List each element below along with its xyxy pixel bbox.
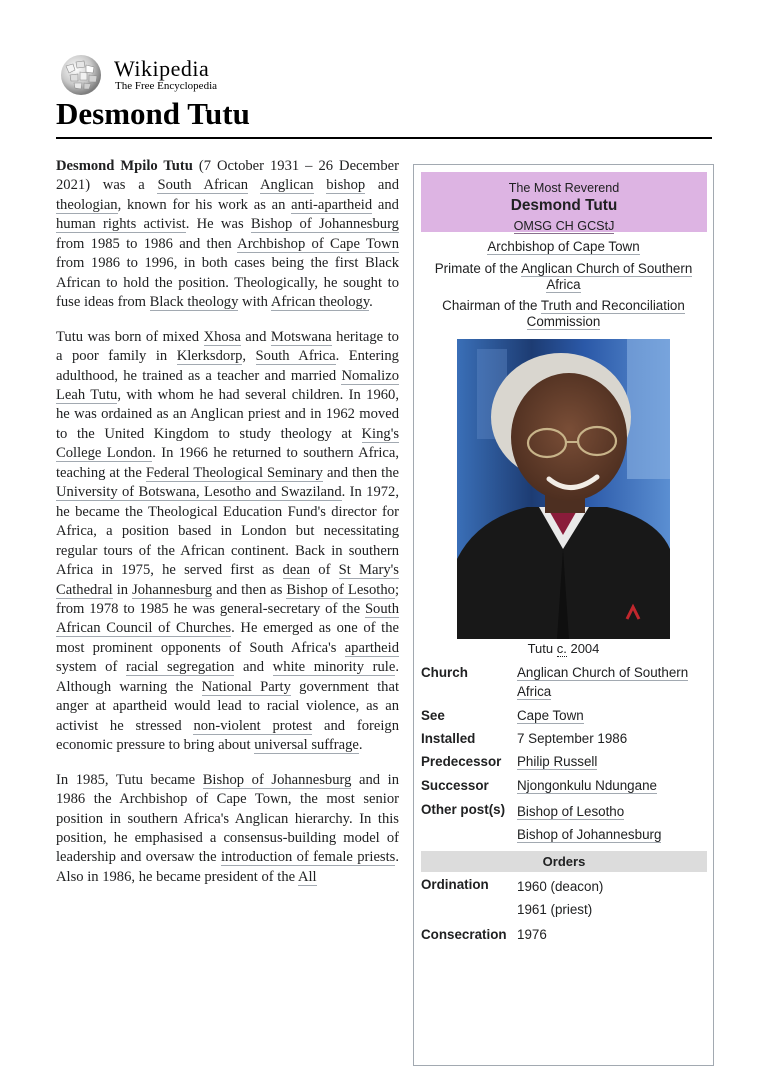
text: and bbox=[240, 328, 271, 345]
paragraph-1 bbox=[56, 157, 399, 313]
row-value-ordination bbox=[517, 878, 707, 919]
link-office-archbishop[interactable]: Archbishop of Cape Town bbox=[487, 239, 640, 254]
row-label-see: See bbox=[421, 708, 445, 723]
link-university-botswana[interactable]: University of Botswana, Lesotho and Swaziland bbox=[56, 484, 342, 501]
row-value-see bbox=[517, 707, 707, 726]
text: and bbox=[234, 659, 273, 676]
text: and then as bbox=[212, 581, 287, 598]
text: of bbox=[310, 562, 339, 579]
link-archbishop-of-cape-town[interactable]: Archbishop of Cape Town bbox=[237, 235, 399, 252]
portrait-image[interactable] bbox=[457, 339, 670, 639]
link-theologian[interactable]: theologian bbox=[56, 196, 118, 213]
text: Tutu bbox=[527, 641, 557, 656]
office-1 bbox=[414, 239, 713, 255]
link-see[interactable]: Cape Town bbox=[517, 708, 584, 723]
text: , known for his work as an bbox=[117, 196, 292, 213]
text: heritage to a poor family in bbox=[56, 328, 399, 365]
link-bishop-of-lesotho[interactable]: Bishop of Lesotho bbox=[286, 581, 395, 598]
link-human-rights-activist[interactable]: human rights activist bbox=[56, 216, 186, 233]
link-universal-suffrage[interactable]: universal suffrage bbox=[254, 737, 359, 754]
link-bishop-of-johannesburg[interactable]: Bishop of Johannesburg bbox=[250, 216, 399, 233]
link-motswana[interactable]: Motswana bbox=[270, 328, 332, 345]
text: , with whom he had several children. In 1960, he was ordained as an Anglican priest and in 1962 moved to the United Kingdom to study theology at bbox=[56, 386, 399, 442]
text: . bbox=[358, 737, 363, 754]
link-south-africa[interactable]: South Africa bbox=[255, 348, 336, 365]
row-value-predecessor bbox=[517, 753, 707, 772]
infobox-name: Desmond Tutu bbox=[510, 197, 618, 214]
text bbox=[248, 177, 260, 193]
office-2 bbox=[414, 261, 713, 293]
link-kings-college-london[interactable]: King's College London bbox=[56, 425, 399, 462]
text: Chairman of the bbox=[442, 298, 541, 313]
section-orders: Orders bbox=[421, 851, 707, 872]
link-bishop-of-johannesburg-2[interactable]: Bishop of Johannesburg bbox=[202, 771, 352, 788]
link-racial-segregation[interactable]: racial segregation bbox=[125, 659, 235, 676]
link-black-theology[interactable]: Black theology bbox=[149, 294, 239, 311]
row-label-other-posts: Other post(s) bbox=[421, 802, 506, 817]
row-label-installed: Installed bbox=[421, 731, 476, 746]
text: in bbox=[112, 581, 133, 598]
row-label-consecration: Consecration bbox=[421, 927, 507, 942]
text: and in 1986 the Archbishop of Cape Town, the most senior position in southern Africa's Anglican hierarchy. In this position, he emphasised a consensus-building model of leadership and oversaw the bbox=[56, 771, 399, 866]
link-non-violent-protest[interactable]: non-violent protest bbox=[193, 717, 313, 734]
paragraph-2 bbox=[56, 328, 399, 756]
link-predecessor[interactable]: Philip Russell bbox=[517, 754, 598, 769]
link-other-post-johannesburg[interactable]: Bishop of Johannesburg bbox=[517, 826, 662, 842]
ordination-priest: 1961 (priest) bbox=[517, 901, 593, 917]
wordmark: Wikipedia bbox=[114, 56, 210, 81]
text: . Entering adulthood, he trained as a teacher and married bbox=[56, 348, 399, 384]
ordination-deacon: 1960 (deacon) bbox=[517, 879, 604, 894]
row-label-successor: Successor bbox=[421, 778, 489, 793]
text: from 1985 to 1986 and then bbox=[56, 235, 238, 252]
postnominals-link[interactable]: OMSG CH GCStJ bbox=[513, 219, 615, 233]
circa-abbr[interactable]: c. bbox=[556, 641, 567, 656]
text: with bbox=[238, 294, 271, 311]
link-all-africa[interactable]: All bbox=[297, 868, 317, 885]
link-church[interactable]: Anglican Church of Southern Africa bbox=[517, 665, 689, 699]
article-body bbox=[56, 157, 399, 902]
link-xhosa[interactable]: Xhosa bbox=[203, 328, 241, 345]
link-white-minority-rule[interactable]: white minority rule bbox=[272, 659, 396, 676]
row-label-church: Church bbox=[421, 665, 468, 680]
postnominals[interactable] bbox=[421, 219, 707, 233]
title-divider bbox=[56, 137, 712, 139]
tagline: The Free Encyclopedia bbox=[115, 80, 218, 92]
text: and foreign economic pressure to bring about bbox=[56, 717, 399, 754]
page-title: Desmond Tutu bbox=[56, 96, 250, 131]
paragraph-3 bbox=[56, 771, 399, 888]
text: . Also in 1986, he became president of the bbox=[56, 849, 399, 885]
link-office-primate[interactable]: Anglican Church of Southern Africa bbox=[521, 261, 693, 292]
text: . He was bbox=[185, 216, 251, 233]
text: Primate of the bbox=[434, 261, 522, 276]
link-other-post-lesotho[interactable]: Bishop of Lesotho bbox=[517, 804, 625, 819]
text: . He emerged as one of the most prominent opponents of South Africa's bbox=[56, 620, 400, 656]
row-value-consecration: 1976 bbox=[517, 927, 547, 942]
other-post-2 bbox=[517, 826, 707, 845]
office-3 bbox=[414, 298, 713, 330]
link-african-theology[interactable]: African theology bbox=[270, 294, 370, 311]
text: and bbox=[372, 196, 399, 213]
wikipedia-globe-icon bbox=[56, 54, 104, 96]
text: and bbox=[365, 177, 399, 194]
text: , bbox=[242, 348, 256, 365]
link-st-marys-cathedral[interactable]: St Mary's Cathedral bbox=[56, 562, 399, 598]
link-successor[interactable]: Njongonkulu Ndungane bbox=[517, 778, 657, 793]
text: . Although warning the bbox=[56, 659, 399, 695]
link-johannesburg[interactable]: Johannesburg bbox=[132, 581, 213, 598]
text: and then the bbox=[322, 464, 399, 481]
text: ; from 1978 to 1985 he was general-secretary of the bbox=[56, 581, 399, 617]
text: from 1986 to 1996, in both cases being the first Black African to hold the position. Theologically, he sought to fuse ideas from bbox=[56, 255, 399, 311]
link-klerksdorp[interactable]: Klerksdorp bbox=[176, 348, 243, 365]
infobox bbox=[413, 164, 714, 1066]
other-post-1 bbox=[517, 803, 707, 822]
honorific: The Most Reverend bbox=[508, 181, 620, 195]
row-value-other-posts bbox=[517, 803, 707, 844]
row-label-ordination: Ordination bbox=[421, 877, 489, 892]
text: 2004 bbox=[566, 641, 600, 656]
link-apartheid[interactable]: apartheid bbox=[344, 639, 399, 656]
link-anti-apartheid[interactable]: anti-apartheid bbox=[291, 196, 373, 213]
link-sacc[interactable]: South African Council of Churches bbox=[56, 600, 399, 637]
link-national-party[interactable]: National Party bbox=[201, 678, 291, 695]
text: . In 1972, he became the Theological Education Fund's director for Africa, a position based in London but necessitating regular tours of the African continent. Back in southern Africa in 1975, he served first as bbox=[56, 484, 399, 579]
link-federal-theological-seminary[interactable]: Federal Theological Seminary bbox=[145, 464, 323, 481]
link-dean[interactable]: dean bbox=[282, 562, 311, 579]
text: government that anger at apartheid would lead to racial violence, as an activist he stressed bbox=[56, 678, 399, 734]
text: (7 October 1931 – 26 December 2021) was a bbox=[56, 158, 399, 194]
subject-name: Desmond Mpilo Tutu bbox=[56, 158, 193, 174]
link-bishop[interactable]: bishop bbox=[326, 177, 366, 194]
text: . In 1966 he returned to southern Africa, teaching at the bbox=[56, 445, 399, 481]
text: Tutu was born of mixed bbox=[56, 328, 204, 345]
row-label-predecessor: Predecessor bbox=[421, 754, 502, 769]
infobox-header bbox=[421, 172, 707, 232]
text bbox=[314, 177, 327, 193]
portrait-caption bbox=[414, 641, 713, 656]
row-value-church bbox=[517, 664, 707, 701]
link-south-african[interactable]: South African bbox=[157, 177, 249, 194]
row-value-installed: 7 September 1986 bbox=[517, 731, 628, 746]
link-anglican[interactable]: Anglican bbox=[260, 177, 314, 194]
link-female-priests[interactable]: introduction of female priests bbox=[220, 849, 396, 866]
text: system of bbox=[56, 659, 126, 676]
link-office-trc[interactable]: Truth and Reconciliation Commission bbox=[526, 298, 685, 329]
text: . bbox=[369, 294, 373, 311]
text: In 1985, Tutu became bbox=[56, 771, 203, 788]
link-nomalizo-leah-tutu[interactable]: Nomalizo Leah Tutu bbox=[56, 367, 399, 403]
row-value-successor bbox=[517, 777, 707, 796]
